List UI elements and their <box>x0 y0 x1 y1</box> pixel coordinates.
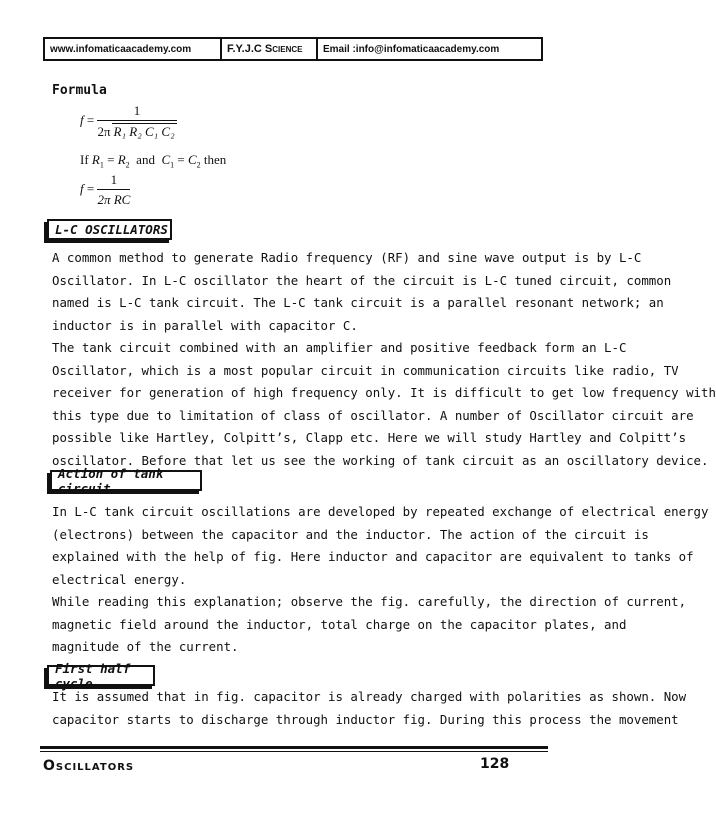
footer-rule-thin <box>40 751 548 752</box>
header-website: www.infomaticaacademy.com <box>45 39 222 59</box>
page-number: 128 <box>480 756 510 772</box>
header-class: F.Y.J.C Science <box>222 39 318 59</box>
section-action-of-tank-circuit: Action of tank circuit <box>50 470 202 491</box>
formula-condition: If $R_1 = R_2$ and $C_1 = C_2$ then <box>80 152 227 170</box>
paragraph-intro: A common method to generate Radio frequency (RF) and sine wave output is by L-C Oscillator. In L-C oscillator the heart of the circuit is L-C tuned circuit, common named is L-C tank circuit. The L-C tank circuit is a parallel resonant network; an inductor is in parallel with capacitor C. The tank circuit combined with an amplifier and positive feedback form an L-C Oscillator, which is a most popular circuit in communication circuits like radio, TV receiver for generation of high frequency only. It is difficult to get low frequency with this type due to limitation of class of oscillator. A number of Oscillator circuit are possible like Hartley, Colpitt’s, Clapp etc. Here we will study Hartley and Colpitt’s oscillator. Before that let us see the working of tank circuit as an oscillatory device. <box>52 250 716 468</box>
formula-heading: Formula <box>52 83 107 98</box>
formula-fraction: $\frac{1}{\text{2π R₁ R₂ C₁ C₂}}$ <box>97 103 175 139</box>
section-lc-oscillators: L-C OSCILLATORS <box>47 219 172 240</box>
footer-rule <box>40 746 548 749</box>
page-header <box>43 37 543 61</box>
paragraph-tank: In L-C tank circuit oscillations are developed by repeated exchange of electrical energy (electrons) between the capacitor and the inductor. The action of the circuit is explained with the help of fig. Here inductor and capacitor are equivalent to tanks of electrical energy. While reading this explanation; observe the fig. carefully, the direction of current, magnetic field around the inductor, total charge on the capacitor plates, and magnitude of the current. <box>52 504 709 654</box>
paragraph-first-half: It is assumed that in fig. capacitor is already charged with polarities as shown. Now capacitor starts to discharge through inductor fig. During this process the movement <box>52 689 687 727</box>
section-first-half-cycle: First half cycle <box>47 665 155 686</box>
radicand: R₁ R₂ C₁ C₂ <box>113 124 175 139</box>
formula-general: f = $\frac{1}{\text{2π R₁ R₂ C₁ C₂}}$ <box>80 103 175 139</box>
header-email: Email :info@infomaticaacademy.com <box>323 43 500 55</box>
formula-simplified: f = $\frac{1}{\text{2π RC}}$ <box>80 172 131 207</box>
footer-chapter: Oscillators <box>43 758 135 774</box>
